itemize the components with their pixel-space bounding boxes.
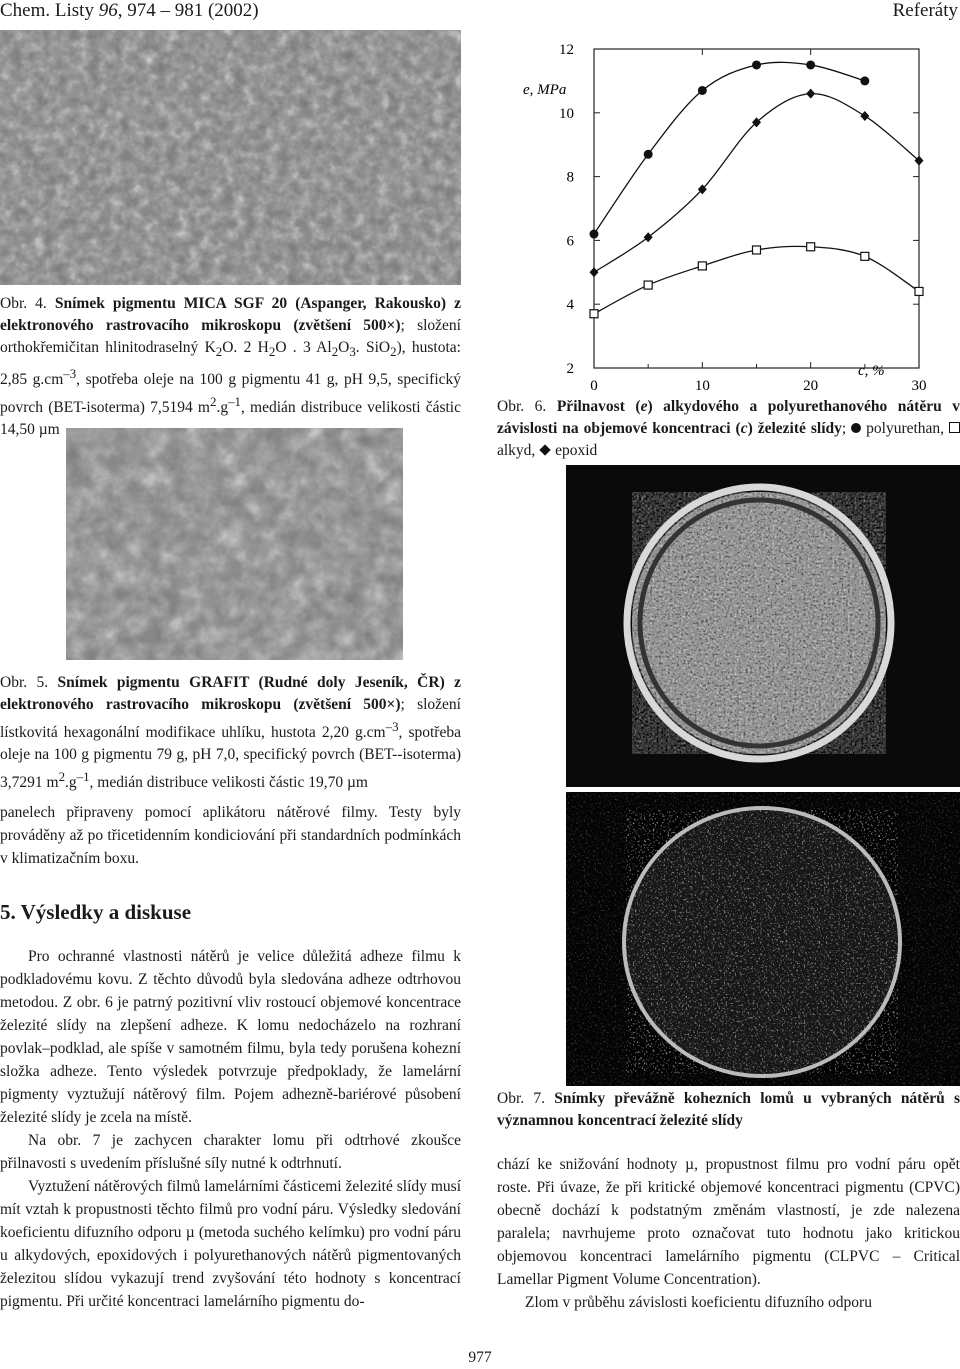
- chart-plot-frame: [594, 49, 919, 368]
- right-column-text: [497, 1153, 960, 1314]
- fracture-photo-1: [566, 465, 960, 787]
- sem-photo-mica: [0, 30, 461, 285]
- y-tick-label: 6: [566, 233, 574, 250]
- page-number: 977: [468, 1349, 492, 1366]
- sem-photo-grafit: [66, 428, 403, 660]
- data-point-polyurethan: [752, 60, 761, 69]
- y-tick-label: 4: [566, 297, 574, 314]
- data-point-alkyd: [807, 243, 815, 251]
- data-point-polyurethan: [644, 150, 653, 159]
- left-column-text-2: [0, 945, 461, 1313]
- x-tick-label: 0: [590, 378, 598, 390]
- data-point-alkyd: [753, 246, 761, 254]
- legend-square-icon: [949, 422, 960, 433]
- data-point-alkyd: [590, 310, 598, 318]
- legend-circle-icon: [851, 423, 861, 433]
- figure-5-caption: Obr. 5. Snímek pigmentu GRAFIT (Rudné doly Jeseník, ČR) z elektronového rastrovacího mikroskopu (zvětšení 500×); složení lístkovitá hexagonální modifikace uhlíku, hustota 2,20 $g.cm^{-3}$, spotřeba oleje na 100 g pigmentu 79 g, pH 7,0, specifický povrch (BET--isoterma) 3,7291 $m^2.g^{-1}$, medián distribuce velikosti částic 19,70 µm: [0, 674, 461, 792]
- paragraph: panelech připraveny pomocí aplikátoru nátěrové filmy. Testy byly prováděny až po třicetidenním kondiciování při standardních podmínkách v klimatizačním boxu.: [0, 804, 461, 867]
- y-tick-label: 10: [559, 105, 574, 122]
- data-point-alkyd: [861, 252, 869, 260]
- data-point-polyurethan: [698, 86, 707, 95]
- section-heading: 5. Výsledky a diskuse: [0, 900, 192, 924]
- data-point-epoxid: [590, 267, 599, 277]
- paragraph: Vyztužení nátěrových filmů lamelárními částicemi železité slídy musí mít vztah k propustnosti těchto filmů pro vodní páru. Výsledky sledování koeficientu difuzního odporu µ (metoda suchého kelímku) pro vodní páru u alkydových, epoxidových i polyurethanových nátěrů pigmentovaných železitou slídou vykazují trend zvyšování této hodnoty s koncentrací pigmentu. Při určité koncentraci lamelárního pigmentu do-: [0, 1178, 461, 1310]
- adhesion-line-chart: [490, 40, 960, 390]
- data-point-polyurethan: [806, 60, 815, 69]
- data-point-alkyd: [915, 287, 923, 295]
- data-point-polyurethan: [860, 76, 869, 85]
- running-header-section: Referáty: [892, 0, 958, 21]
- paragraph: Na obr. 7 je zachycen charakter lomu při odtrhové zkoušce přilnavosti s uvedením příslušné síly nutné k odtrhnutí.: [0, 1132, 461, 1172]
- x-tick-label: 10: [694, 378, 710, 390]
- legend-diamond-icon: [540, 444, 551, 455]
- figure-4-caption: Obr. 4. Snímek pigmentu MICA SGF 20 (Aspanger, Rakousko) z elektronového rastrovacího mikroskopu (zvětšení 500×); složení orthokřemičitan hlinitodraselný $K_2O$. 2 $H_2O$ . 3 $Al_2O_3$. SiO$_2$), hustota: 2,85 $g.cm^{-3}$, spotřeba oleje na 100 g pigmentu 41 g, pH 9,5, specifický povrch (BET-isoterma) 7,5194 $m^2.g^{-1}$, medián distribuce velikosti částic 14,50 µm: [0, 295, 462, 439]
- data-point-polyurethan: [590, 230, 599, 239]
- y-axis-label: e, MPa: [523, 82, 567, 98]
- paragraph: chází ke snižování hodnoty µ, propustnost filmu pro vodní páru opět roste. Při úvaze, že při kritické objemové koncentraci pigmentu (CPVC) obecně dochází k podstatným změnám vlastností, je zde nalezena paralela; navrhujeme proto označovat tuto hodnotu jako kritickou objemovou koncentraci lamelárního pigmentu (CLPVC – Critical Lamellar Pigment Volume Concentration).: [497, 1156, 960, 1288]
- data-point-alkyd: [644, 281, 652, 289]
- paragraph: Zlom v průběhu závislosti koeficientu difuzního odporu: [525, 1294, 872, 1311]
- data-point-alkyd: [698, 262, 706, 270]
- left-column-text: [0, 801, 461, 870]
- x-axis-label: c, %: [858, 363, 885, 379]
- series-line-alkyd: [594, 246, 919, 313]
- data-point-epoxid: [806, 89, 815, 99]
- y-tick-label: 12: [559, 42, 574, 58]
- fracture-photo-2: [566, 792, 960, 1086]
- figure-6-caption: Obr. 6. Přilnavost (e) alkydového a polyurethanového nátěru v závislosti na objemové koncentraci (c) železité slídy; polyurethan, alkyd, epoxid: [497, 398, 960, 459]
- figure-7-caption: Obr. 7. Snímky převážně kohezních lomů u vybraných nátěrů s významnou koncentrací železité slídy: [497, 1090, 960, 1129]
- running-header-journal: Chem. Listy 96, 974 – 981 (2002): [0, 0, 259, 21]
- series-line-polyurethan: [594, 62, 865, 234]
- y-tick-label: 8: [566, 169, 574, 186]
- paragraph: Pro ochranné vlastnosti nátěrů je velice důležitá adheze filmu k podkladovému kovu. Z těchto důvodů byla sledována adheze odtrhovou metodou. Z obr. 6 je patrný pozitivní vliv rostoucí objemové koncentrace železité slídy na zlepšení adheze. K lomu nedocházelo na rozhraní povlak–podklad, ale spíše v samotném filmu, byla tedy porušena kohezní složka adheze. Tento výsledek potvrzuje předpoklady, že lamelární pigmenty vyztužují nátěrový film. Pojem adhezně-bariérové působení železité slídy je zcela na místě.: [0, 948, 461, 1126]
- y-tick-label: 2: [566, 361, 574, 377]
- x-tick-label: 30: [911, 378, 927, 390]
- data-point-epoxid: [644, 232, 653, 242]
- x-tick-label: 20: [803, 378, 819, 390]
- data-point-epoxid: [860, 111, 869, 121]
